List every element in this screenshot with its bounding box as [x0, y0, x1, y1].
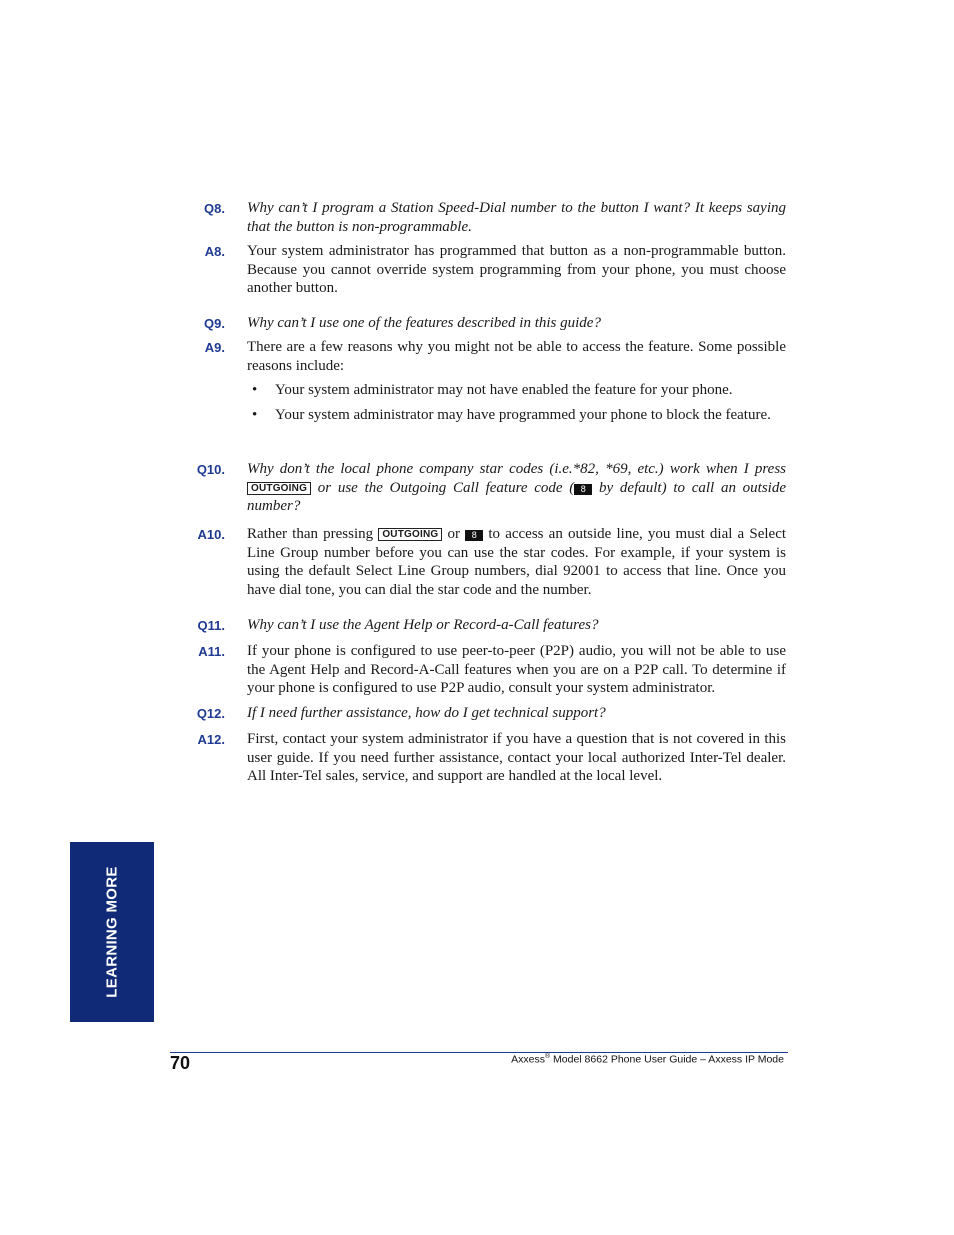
question-q10	[192, 460, 786, 516]
answer-label: A9.	[204, 340, 225, 355]
answer-a10	[192, 525, 786, 600]
bullet-icon: •	[252, 382, 258, 398]
feature-code-key-icon: 8	[465, 530, 483, 541]
answer-a11	[192, 642, 786, 698]
answer-label: A8.	[204, 244, 225, 259]
answer-label: A10.	[197, 527, 225, 542]
list-item	[247, 381, 786, 400]
side-tab-label: LEARNING MORE	[103, 866, 121, 998]
list-item-text: Your system administrator may not have enabled the feature for your phone.	[275, 382, 733, 398]
answer-label: A12.	[197, 732, 225, 747]
answer-text: First, contact your system administrator if you have a question that is not covered in this user guide. If you need further assistance, contact your local authorized Inter-Tel dealer. All Inter-Tel sales, service, and support are handled at the local level.	[247, 731, 786, 785]
answer-text-part: to access an outside line, you must dial a Select Line Group number before you can use the star codes. For example, if your system is using the default Select Line Group numbers, dial 92001 to access that line. Once you have dial tone, you can dial the star code and the number.	[247, 526, 787, 599]
answer-text-part: Rather than pressing	[247, 526, 374, 542]
list-item-text: Your system administrator may have programmed your phone to block the feature.	[275, 406, 771, 423]
question-q9	[192, 314, 786, 333]
question-label: Q10.	[196, 462, 225, 477]
question-label: Q11.	[197, 618, 225, 633]
list-item	[247, 406, 786, 425]
outgoing-key-icon: OUTGOING	[247, 482, 311, 495]
question-label: Q12.	[196, 706, 225, 721]
outgoing-key-icon: OUTGOING	[378, 528, 442, 541]
question-text-part: Why don’t the local phone company star codes (i.e.*82, *69, etc.) work when I press	[247, 461, 786, 477]
question-text-part: by default) to call an outside number?	[247, 479, 786, 515]
answer-a8	[192, 242, 786, 298]
question-q11	[192, 616, 786, 635]
answer-text-part: or	[447, 526, 461, 542]
footer-brand: Axxess	[511, 1053, 545, 1066]
answer-label: A11.	[198, 644, 225, 659]
question-label: Q8.	[204, 201, 225, 216]
question-text: Why can’t I use one of the features described in this guide?	[247, 315, 601, 331]
question-text: Why can’t I use the Agent Help or Record-a-Call features?	[247, 617, 599, 633]
footer-title-text: Model 8662 Phone User Guide – Axxess IP Mode	[550, 1053, 784, 1066]
footer-title	[511, 1053, 784, 1066]
question-text: If I need further assistance, how do I get technical support?	[247, 705, 606, 721]
section-side-tab	[70, 842, 154, 1022]
answer-a9	[192, 338, 786, 375]
feature-code-key-icon: 8	[574, 484, 592, 495]
question-text	[247, 460, 786, 516]
answer-text: If your phone is configured to use peer-to-peer (P2P) audio, you will not be able to use the Agent Help and Record-A-Call features when you are on a P2P call. To determine if your phone is configured to use P2P audio, consult your system administrator.	[247, 643, 786, 697]
question-text: Why can’t I program a Station Speed-Dial number to the button I want? It keeps saying that the button is non-programmable.	[247, 200, 786, 235]
bullet-icon: •	[252, 406, 258, 423]
question-text-part: or use the Outgoing Call feature code (	[317, 479, 575, 496]
question-label: Q9.	[204, 316, 225, 331]
answer-a12	[192, 730, 786, 786]
answer-text	[247, 525, 786, 600]
answer-text: Your system administrator has programmed that button as a non-programmable button. Because you cannot override system programming from your phone, you must choose another button.	[247, 243, 786, 297]
registered-mark: ®	[544, 1053, 551, 1060]
question-q8	[192, 199, 786, 236]
page-number: 70	[170, 1053, 191, 1073]
a9-bullet-list	[247, 381, 786, 424]
answer-text: There are a few reasons why you might not be able to access the feature. Some possible reasons include:	[247, 339, 786, 374]
question-q12	[192, 704, 786, 723]
